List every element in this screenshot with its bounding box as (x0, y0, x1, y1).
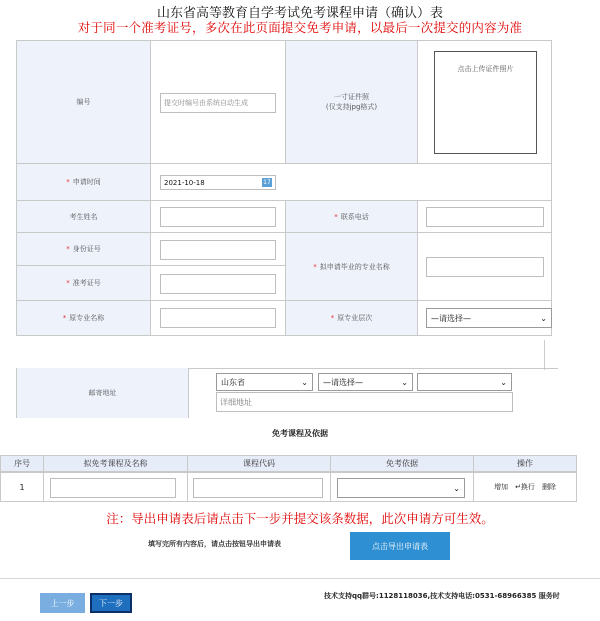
basis-select[interactable] (337, 478, 465, 498)
name-label: 考生姓名 (16, 200, 151, 233)
photo-cell (417, 40, 552, 164)
orig-major-input[interactable] (160, 308, 276, 328)
id-cell (150, 232, 286, 266)
tech-support-text: 技术支持qq群号:1128118036,技术支持电话:0531-68966385 服务时 (324, 592, 560, 600)
graduate-major-cell (417, 232, 552, 301)
id-input[interactable] (160, 240, 276, 260)
column-header: 课程代码 (187, 455, 331, 472)
column-header: 免考依据 (330, 455, 474, 472)
divider (544, 340, 545, 370)
chevron-down-icon: ⌄ (401, 377, 408, 387)
address-label: 邮寄地址 (16, 368, 189, 418)
table-cell (330, 472, 474, 502)
number-cell (150, 40, 286, 164)
column-header: 操作 (473, 455, 577, 472)
orig-major-label: * 原专业名称 (16, 300, 151, 336)
row-index: 1 (0, 472, 44, 502)
exempt-section-title: 免考课程及依据 (272, 429, 328, 438)
next-button[interactable]: 下一步 (90, 593, 132, 613)
chevron-down-icon: ⌄ (540, 313, 547, 323)
id-label: * 身份证号 (16, 232, 151, 266)
exam-no-cell (150, 265, 286, 301)
phone-label: * 联系电话 (285, 200, 418, 233)
orig-major-cell (150, 300, 286, 336)
divider (0, 578, 600, 579)
graduate-major-input[interactable] (426, 257, 544, 277)
number-label: 编号 (16, 40, 151, 164)
orig-level-label: * 原专业层次 (285, 300, 418, 336)
prev-button[interactable]: 上一步 (40, 593, 85, 613)
add-row-button[interactable]: 增加 (494, 483, 509, 491)
orig-level-cell (417, 300, 552, 336)
page-title: 山东省高等教育自学考试免考课程申请（确认）表 (156, 6, 443, 21)
table-cell (43, 472, 188, 502)
newline-button[interactable]: ↵换行 (515, 483, 535, 491)
address-detail-input[interactable]: 详细地址 (216, 392, 513, 412)
apply-time-label: * 申请时间 (16, 163, 151, 201)
apply-time-input[interactable]: 2021-10-18 (160, 175, 276, 190)
province-select[interactable]: 山东省 ⌄ (216, 373, 313, 391)
photo-upload[interactable]: 点击上传证件照片 (434, 51, 537, 154)
submit-notice: 对于同一个准考证号，多次在此页面提交免考申请，以最后一次提交的内容为准 (77, 20, 523, 35)
photo-label: 一寸证件照 (仅支持jpg格式) (285, 40, 418, 164)
course-code-input[interactable] (193, 478, 323, 498)
number-input[interactable]: 提交时编号由系统自动生成 (160, 93, 276, 113)
table-cell (473, 472, 577, 502)
calendar-icon[interactable]: 17 (263, 179, 271, 186)
apply-time-cell (150, 163, 552, 201)
district-select[interactable] (417, 373, 512, 391)
exam-no-label: * 准考证号 (16, 265, 151, 301)
phone-cell (417, 200, 552, 233)
phone-input[interactable] (426, 207, 544, 227)
name-cell (150, 200, 286, 233)
delete-row-button[interactable]: 删除 (541, 483, 556, 491)
column-header: 拟免考课程及名称 (43, 455, 188, 472)
name-input[interactable] (160, 207, 276, 227)
export-button[interactable]: 点击导出申请表 (350, 532, 450, 560)
city-select[interactable]: —请选择— ⌄ (318, 373, 413, 391)
orig-level-select[interactable]: —请选择— ⌄ (426, 308, 552, 328)
column-header: 序号 (0, 455, 44, 472)
table-cell (187, 472, 331, 502)
course-name-input[interactable] (50, 478, 176, 498)
export-warning: 注：导出申请表后请点击下一步并提交该条数据，此次申请方可生效。 (106, 511, 494, 526)
chevron-down-icon: ⌄ (453, 483, 460, 493)
export-hint: 填写完所有内容后，请点击按钮导出申请表 (148, 540, 281, 548)
exam-no-input[interactable] (160, 274, 276, 294)
chevron-down-icon: ⌄ (301, 377, 308, 387)
graduate-major-label: * 拟申请毕业的专业名称 (285, 232, 418, 301)
chevron-down-icon: ⌄ (500, 377, 507, 387)
